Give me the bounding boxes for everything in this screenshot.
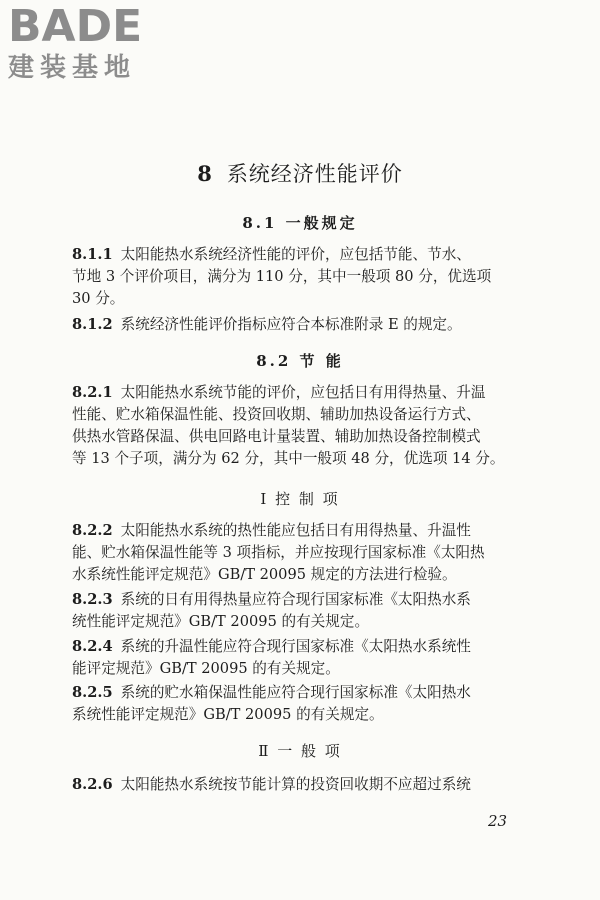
clause-text-line: 太阳能热水系统经济性能的评价，应包括节能、节水、 bbox=[120, 246, 471, 263]
clause-8-2-1 bbox=[72, 382, 532, 470]
clause-text-line: 能评定规范》GB/T 20095 的有关规定。 bbox=[72, 660, 340, 677]
clause-8-2-4 bbox=[72, 636, 532, 680]
subheading-general-items: Ⅱ 一 般 项 bbox=[258, 742, 342, 760]
clause-8-1-2 bbox=[72, 314, 532, 336]
brand-logo bbox=[8, 1, 178, 84]
clause-8-1-1 bbox=[72, 244, 532, 310]
chapter-title: 系统经济性能评价 bbox=[226, 162, 403, 186]
clause-number: 8.2.1 bbox=[72, 384, 113, 401]
clause-text-line: 系统经济性能评价指标应符合本标准附录 E 的规定。 bbox=[120, 316, 462, 333]
clause-text-line: 等 13 个子项，满分为 62 分，其中一般项 48 分，优选项 14 分。 bbox=[72, 450, 505, 467]
clause-number: 8.1.2 bbox=[72, 316, 113, 333]
clause-text-line: 水系统性能评定规范》GB/T 20095 规定的方法进行检验。 bbox=[72, 566, 457, 583]
logo-subtitle: 建装基地 bbox=[8, 53, 137, 83]
clause-text-line: 性能、贮水箱保温性能、投资回收期、辅助加热设备运行方式、 bbox=[72, 406, 481, 423]
clause-8-2-6 bbox=[72, 774, 532, 796]
clause-text-line: 系统的贮水箱保温性能应符合现行国家标准《太阳热水 bbox=[120, 684, 471, 701]
clause-8-2-5 bbox=[72, 682, 532, 726]
clause-text-line: 30 分。 bbox=[72, 290, 125, 307]
section-heading-8-2: 8.2 节 能 bbox=[256, 352, 344, 370]
clause-text-line: 系统性能评定规范》GB/T 20095 的有关规定。 bbox=[72, 706, 384, 723]
page-number: 23 bbox=[488, 812, 508, 830]
clause-8-2-3 bbox=[72, 589, 532, 633]
clause-text-line: 节地 3 个评价项目，满分为 110 分，其中一般项 80 分，优选项 bbox=[72, 268, 492, 285]
clause-number: 8.2.4 bbox=[72, 638, 113, 655]
subheading-control-items: Ⅰ 控 制 项 bbox=[260, 490, 340, 508]
chapter-number: 8 bbox=[197, 161, 213, 186]
clause-text-line: 能、贮水箱保温性能等 3 项指标，并应按现行国家标准《太阳热 bbox=[72, 544, 485, 561]
clause-number: 8.1.1 bbox=[72, 246, 113, 263]
clause-number: 8.2.2 bbox=[72, 522, 113, 539]
clause-text-line: 系统的日有用得热量应符合现行国家标准《太阳热水系 bbox=[120, 591, 471, 608]
clause-text-line: 系统的升温性能应符合现行国家标准《太阳热水系统性 bbox=[120, 638, 471, 655]
clause-8-2-2 bbox=[72, 520, 532, 586]
clause-text-line: 太阳能热水系统节能的评价，应包括日有用得热量、升温 bbox=[120, 384, 486, 401]
clause-number: 8.2.6 bbox=[72, 776, 113, 793]
clause-text-line: 太阳能热水系统按节能计算的投资回收期不应超过系统 bbox=[120, 776, 471, 793]
section-heading-8-1: 8.1 一般规定 bbox=[242, 214, 358, 232]
clause-text-line: 统性能评定规范》GB/T 20095 的有关规定。 bbox=[72, 613, 370, 630]
clause-text-line: 太阳能热水系统的热性能应包括日有用得热量、升温性 bbox=[120, 522, 471, 539]
clause-number: 8.2.5 bbox=[72, 684, 113, 701]
clause-text-line: 供热水管路保温、供电回路电计量装置、辅助加热设备控制模式 bbox=[72, 428, 481, 445]
chapter-heading bbox=[0, 158, 600, 188]
clause-number: 8.2.3 bbox=[72, 591, 113, 608]
logo-wordmark: BADE bbox=[8, 1, 143, 52]
